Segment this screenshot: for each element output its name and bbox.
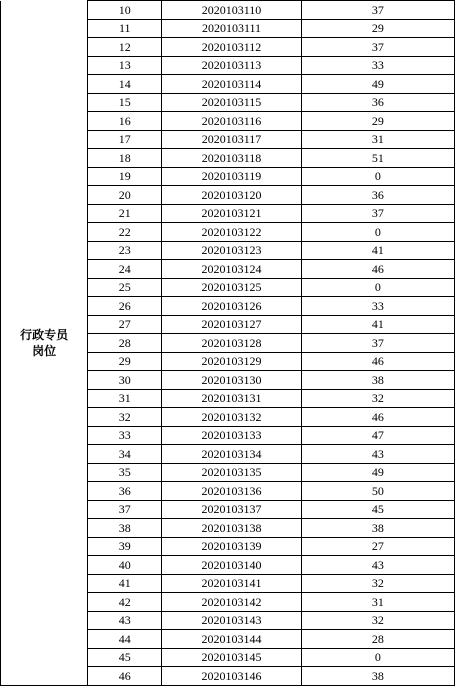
seq-cell: 27 — [88, 315, 162, 334]
seq-cell: 13 — [88, 56, 162, 75]
seq-cell: 32 — [88, 408, 162, 427]
seq-cell: 40 — [88, 556, 162, 575]
ticket-number-cell: 2020103134 — [162, 445, 301, 464]
score-cell: 47 — [301, 426, 454, 445]
seq-cell: 35 — [88, 463, 162, 482]
ticket-number-cell: 2020103119 — [162, 167, 301, 186]
seq-cell: 16 — [88, 112, 162, 131]
seq-cell: 45 — [88, 648, 162, 667]
ticket-number-cell: 2020103124 — [162, 260, 301, 279]
seq-cell: 44 — [88, 630, 162, 649]
ticket-number-cell: 2020103125 — [162, 278, 301, 297]
seq-cell: 19 — [88, 167, 162, 186]
seq-cell: 33 — [88, 426, 162, 445]
seq-cell: 37 — [88, 500, 162, 519]
score-cell: 46 — [301, 260, 454, 279]
seq-cell: 30 — [88, 371, 162, 390]
position-cell — [1, 1, 88, 686]
seq-cell: 39 — [88, 537, 162, 556]
ticket-number-cell: 2020103118 — [162, 149, 301, 168]
seq-cell: 41 — [88, 574, 162, 593]
ticket-number-cell: 2020103138 — [162, 519, 301, 538]
ticket-number-cell: 2020103141 — [162, 574, 301, 593]
ticket-number-cell: 2020103116 — [162, 112, 301, 131]
ticket-number-cell: 2020103117 — [162, 130, 301, 149]
ticket-number-cell: 2020103142 — [162, 593, 301, 612]
ticket-number-cell: 2020103140 — [162, 556, 301, 575]
seq-cell: 22 — [88, 223, 162, 242]
ticket-number-cell: 2020103126 — [162, 297, 301, 316]
ticket-number-cell: 2020103128 — [162, 334, 301, 353]
ticket-number-cell: 2020103112 — [162, 38, 301, 57]
ticket-number-cell: 2020103113 — [162, 56, 301, 75]
score-cell: 27 — [301, 537, 454, 556]
score-cell: 38 — [301, 667, 454, 686]
ticket-number-cell: 2020103121 — [162, 204, 301, 223]
score-cell: 0 — [301, 167, 454, 186]
position-label-line1: 行政专员 — [20, 327, 69, 342]
score-cell: 43 — [301, 556, 454, 575]
ticket-number-cell: 2020103131 — [162, 389, 301, 408]
seq-cell: 17 — [88, 130, 162, 149]
score-cell: 37 — [301, 334, 454, 353]
seq-cell: 28 — [88, 334, 162, 353]
score-cell: 28 — [301, 630, 454, 649]
score-cell: 50 — [301, 482, 454, 501]
ticket-number-cell: 2020103133 — [162, 426, 301, 445]
score-cell: 0 — [301, 223, 454, 242]
score-cell: 41 — [301, 315, 454, 334]
ticket-number-cell: 2020103146 — [162, 667, 301, 686]
score-cell: 41 — [301, 241, 454, 260]
ticket-number-cell: 2020103129 — [162, 352, 301, 371]
seq-cell: 38 — [88, 519, 162, 538]
score-cell: 0 — [301, 278, 454, 297]
score-cell: 29 — [301, 112, 454, 131]
seq-cell: 11 — [88, 19, 162, 38]
seq-cell: 23 — [88, 241, 162, 260]
seq-cell: 24 — [88, 260, 162, 279]
table-row — [1, 1, 455, 20]
ticket-number-cell: 2020103115 — [162, 93, 301, 112]
ticket-number-cell: 2020103127 — [162, 315, 301, 334]
seq-cell: 42 — [88, 593, 162, 612]
ticket-number-cell: 2020103132 — [162, 408, 301, 427]
score-cell: 32 — [301, 389, 454, 408]
ticket-number-cell: 2020103114 — [162, 75, 301, 94]
score-cell: 31 — [301, 130, 454, 149]
ticket-number-cell: 2020103136 — [162, 482, 301, 501]
ticket-number-cell: 2020103130 — [162, 371, 301, 390]
ticket-number-cell: 2020103111 — [162, 19, 301, 38]
seq-cell: 31 — [88, 389, 162, 408]
seq-cell: 10 — [88, 1, 162, 20]
score-cell: 49 — [301, 463, 454, 482]
score-cell: 29 — [301, 19, 454, 38]
seq-cell: 43 — [88, 611, 162, 630]
seq-cell: 12 — [88, 38, 162, 57]
seq-cell: 36 — [88, 482, 162, 501]
seq-cell: 14 — [88, 75, 162, 94]
seq-cell: 18 — [88, 149, 162, 168]
score-cell: 46 — [301, 408, 454, 427]
score-cell: 45 — [301, 500, 454, 519]
score-cell: 37 — [301, 1, 454, 20]
ticket-number-cell: 2020103123 — [162, 241, 301, 260]
score-cell: 38 — [301, 371, 454, 390]
ticket-number-cell: 2020103137 — [162, 500, 301, 519]
ticket-number-cell: 2020103145 — [162, 648, 301, 667]
score-table-body — [1, 1, 455, 686]
ticket-number-cell: 2020103139 — [162, 537, 301, 556]
position-label-line2: 岗位 — [32, 343, 57, 358]
seq-cell: 34 — [88, 445, 162, 464]
score-cell: 49 — [301, 75, 454, 94]
seq-cell: 26 — [88, 297, 162, 316]
score-cell: 33 — [301, 297, 454, 316]
score-cell: 51 — [301, 149, 454, 168]
ticket-number-cell: 2020103120 — [162, 186, 301, 205]
score-cell: 0 — [301, 648, 454, 667]
ticket-number-cell: 2020103143 — [162, 611, 301, 630]
seq-cell: 25 — [88, 278, 162, 297]
score-cell: 31 — [301, 593, 454, 612]
seq-cell: 21 — [88, 204, 162, 223]
score-cell: 33 — [301, 56, 454, 75]
ticket-number-cell: 2020103110 — [162, 1, 301, 20]
ticket-number-cell: 2020103135 — [162, 463, 301, 482]
score-cell: 32 — [301, 574, 454, 593]
score-cell: 32 — [301, 611, 454, 630]
score-cell: 43 — [301, 445, 454, 464]
seq-cell: 15 — [88, 93, 162, 112]
seq-cell: 20 — [88, 186, 162, 205]
score-cell: 36 — [301, 93, 454, 112]
score-cell: 37 — [301, 204, 454, 223]
ticket-number-cell: 2020103122 — [162, 223, 301, 242]
ticket-number-cell: 2020103144 — [162, 630, 301, 649]
score-cell: 36 — [301, 186, 454, 205]
seq-cell: 29 — [88, 352, 162, 371]
score-cell: 37 — [301, 38, 454, 57]
score-cell: 38 — [301, 519, 454, 538]
score-cell: 46 — [301, 352, 454, 371]
seq-cell: 46 — [88, 667, 162, 686]
